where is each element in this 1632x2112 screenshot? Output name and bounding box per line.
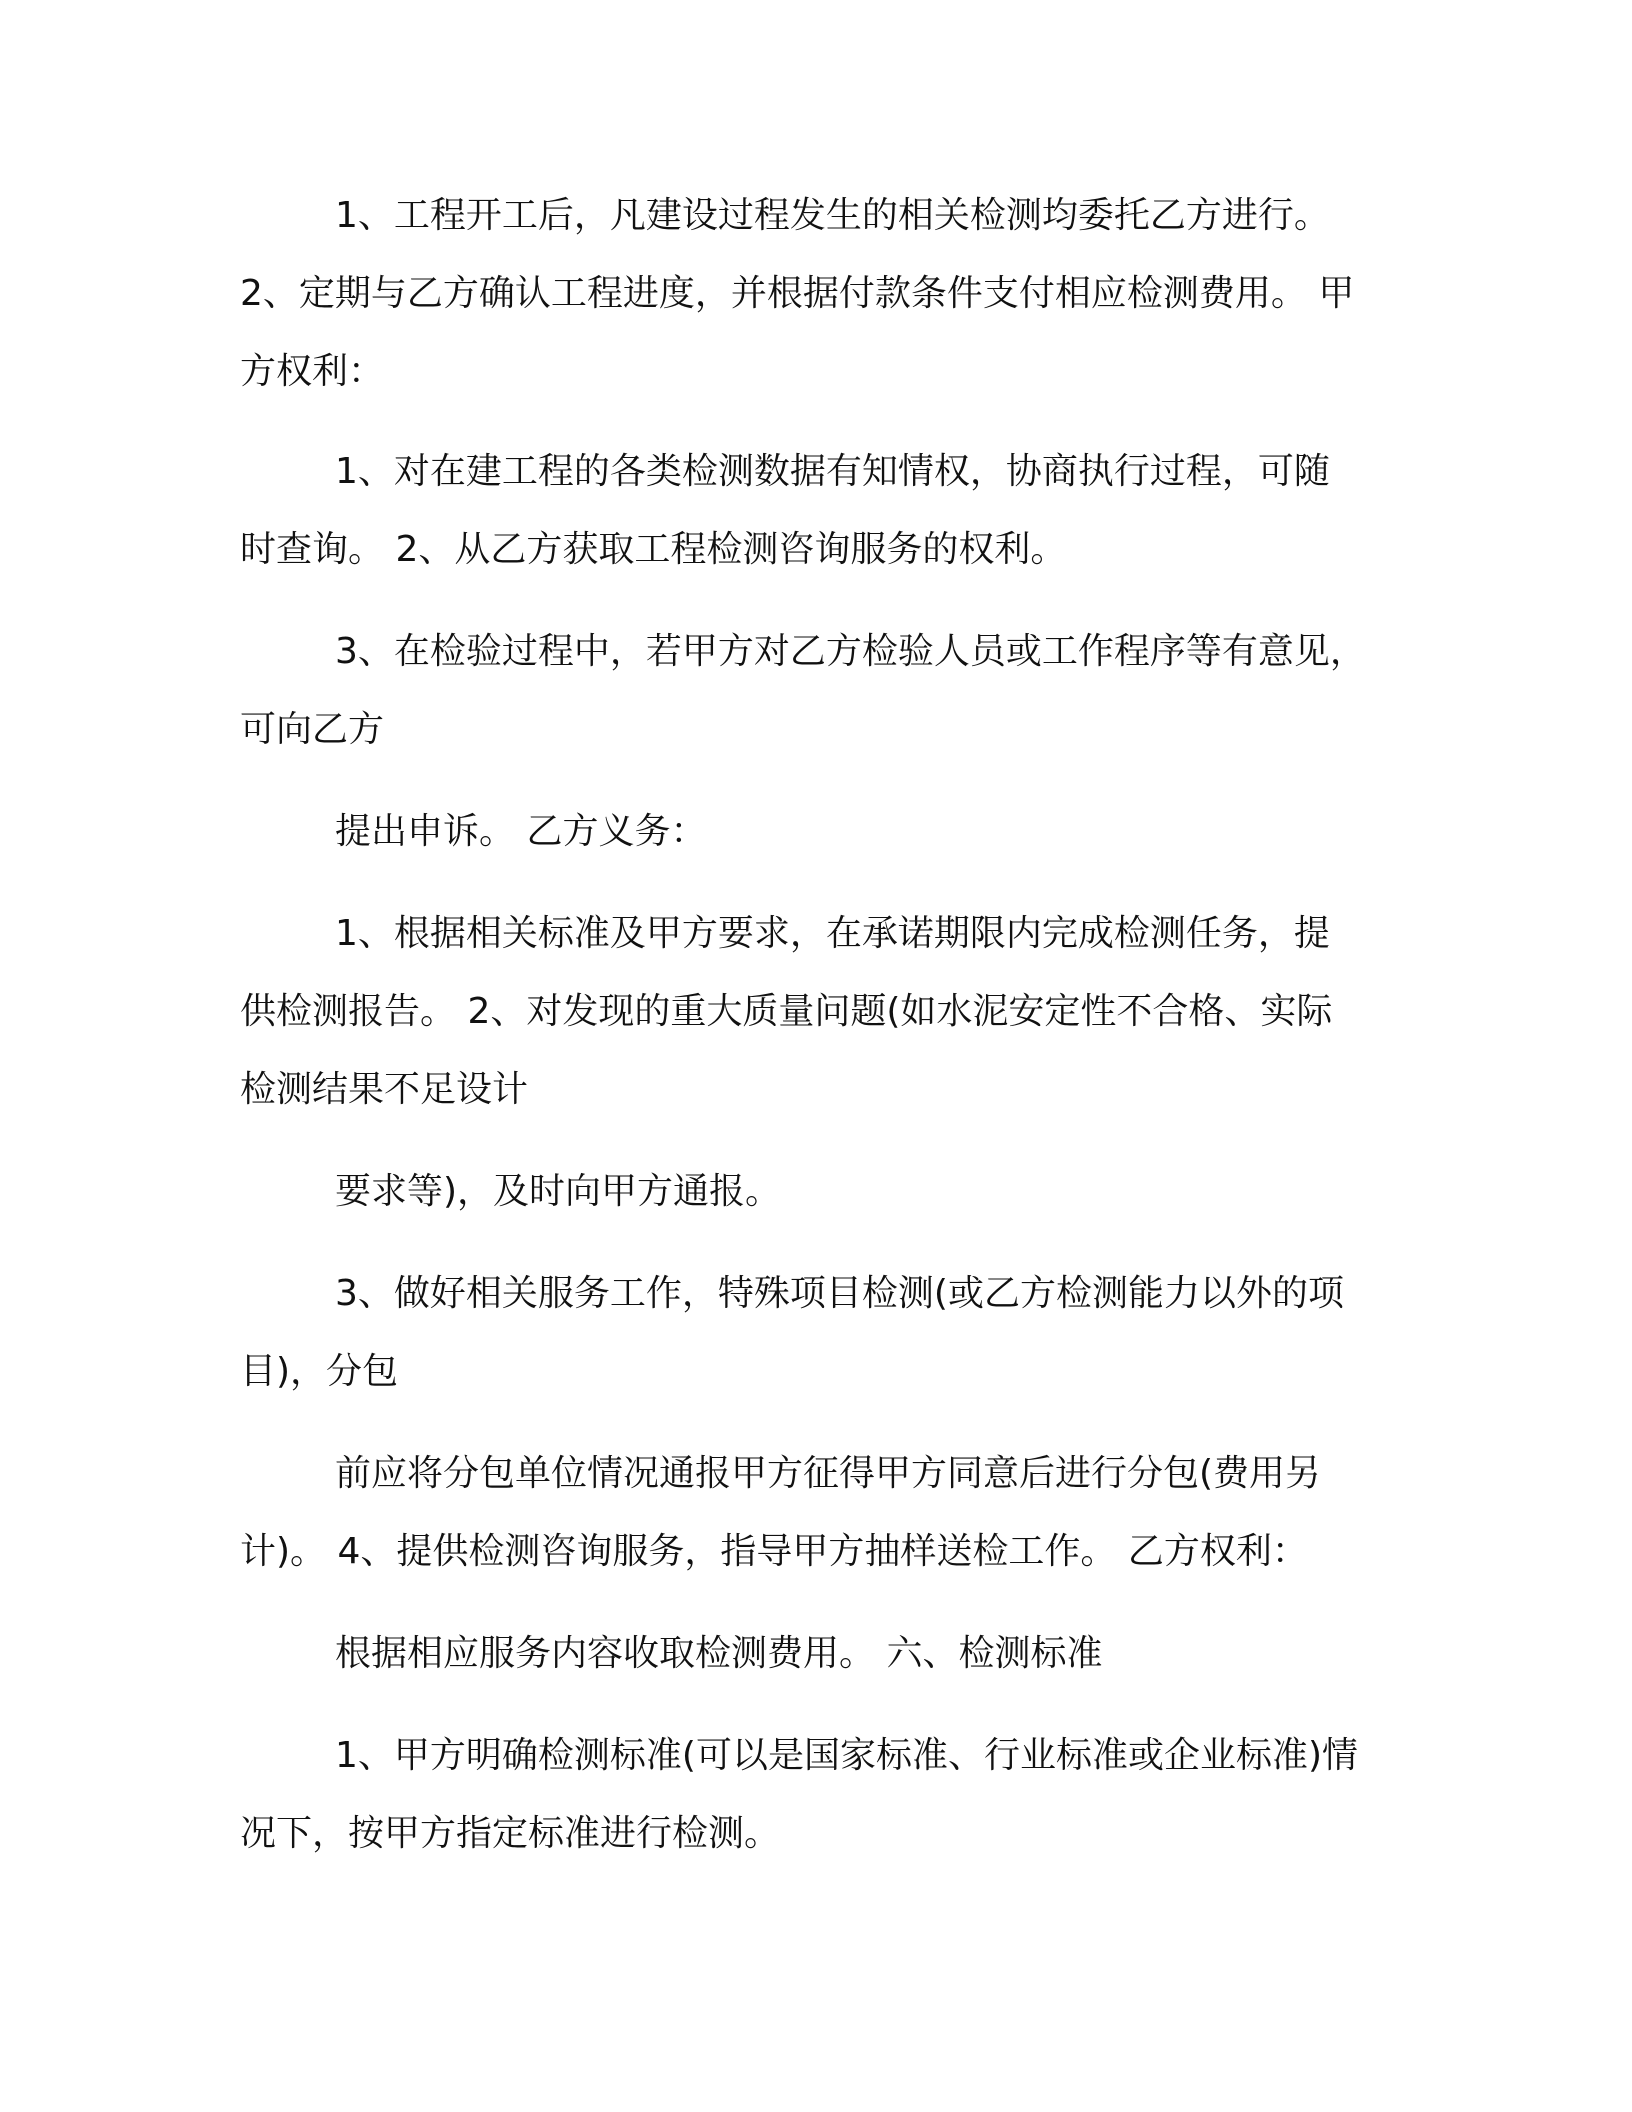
text-line: 计)。 4、提供检测咨询服务，指导甲方抽样送检工作。 乙方权利： (240, 1531, 1308, 1572)
text-line: 可向乙方 (240, 709, 385, 750)
text-line: 目)，分包 (240, 1351, 399, 1392)
text-line: 况下，按甲方指定标准进行检测。 (240, 1813, 781, 1854)
text-line: 前应将分包单位情况通报甲方征得甲方同意后进行分包(费用另 (335, 1453, 1322, 1494)
text-line: 1、对在建工程的各类检测数据有知情权，协商执行过程，可随 (335, 451, 1330, 492)
text-line: 要求等)，及时向甲方通报。 (335, 1171, 782, 1212)
text-line: 供检测报告。 2、对发现的重大质量问题(如水泥安定性不合格、实际 (240, 991, 1333, 1032)
text-line: 根据相应服务内容收取检测费用。 六、检测标准 (335, 1633, 1103, 1674)
text-line: 2、定期与乙方确认工程进度，并根据付款条件支付相应检测费用。 甲 (240, 273, 1355, 314)
text-line: 3、做好相关服务工作，特殊项目检测(或乙方检测能力以外的项 (335, 1273, 1344, 1314)
text-line: 1、工程开工后，凡建设过程发生的相关检测均委托乙方进行。 (335, 195, 1330, 236)
text-line: 提出申诉。 乙方义务： (335, 811, 707, 852)
text-line: 时查询。 2、从乙方获取工程检测咨询服务的权利。 (240, 529, 1067, 570)
text-line: 1、甲方明确检测标准(可以是国家标准、行业标准或企业标准)情 (335, 1735, 1358, 1776)
text-line: 1、根据相关标准及甲方要求，在承诺期限内完成检测任务，提 (335, 913, 1330, 954)
text-line: 3、在检验过程中，若甲方对乙方检验人员或工作程序等有意见， (335, 631, 1366, 672)
text-line: 方权利： (240, 351, 385, 392)
text-line: 检测结果不足设计 (240, 1069, 529, 1110)
